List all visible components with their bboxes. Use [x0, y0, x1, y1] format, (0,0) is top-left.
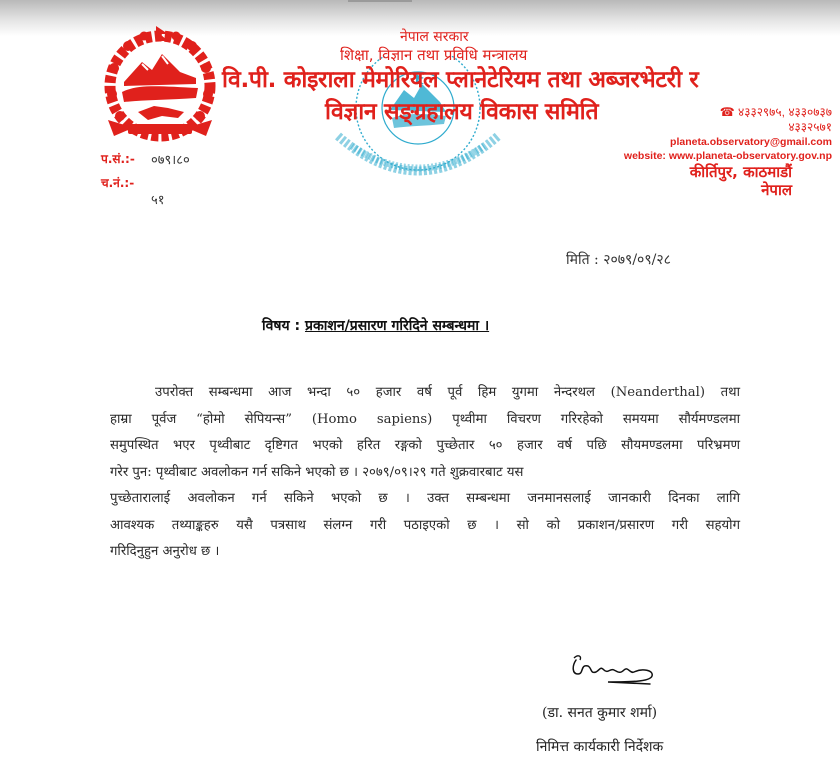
email-address[interactable]: planeta.observatory@gmail.com: [670, 136, 832, 148]
letter-number-value: ०७९।८०: [151, 153, 190, 168]
letter-number-label: प.सं.:-: [101, 152, 135, 166]
subject-label: विषय :: [262, 318, 301, 334]
body-line: उपरोक्त सम्बन्धमा आज भन्दा ५० हजार वर्ष पूर्व हिम युगमा नेन्दरथल (Neanderthal) तथा: [155, 385, 740, 400]
nepal-emblem-icon: [98, 24, 222, 148]
letter-date: मिति : २०७९/०९/२८: [566, 252, 671, 268]
website-link[interactable]: website: www.planeta-observatory.gov.np: [623, 150, 832, 162]
viewer-tab-handle: [348, 0, 412, 2]
dispatch-number-label: च.नं.:-: [101, 176, 135, 190]
body-line: हाम्रा पूर्वज “होमो सेपियन्स” (Homo sapiens) पृथ्वीमा विचरण गरिरहेको समयमा सौर्यमण्डलमा: [110, 411, 740, 427]
organization-name-line2: विज्ञान सङ्ग्रहालय विकास समिति: [325, 99, 599, 125]
government-name: नेपाल सरकार: [400, 29, 469, 45]
contact-block: [624, 105, 832, 163]
body-line: गरेर पुन: पृथ्वीबाट अवलोकन गर्न सकिने भएको छ । २०७९/०९।२९ गते शुक्रवारबाट यस: [110, 464, 524, 480]
organization-name-line1: वि.पी. कोइराला मेमोरियल प्लानेटेरियम तथा अब्जरभेटरी र: [222, 67, 699, 93]
ministry-name: शिक्षा, विज्ञान तथा प्रविधि मन्त्रालय: [340, 46, 528, 64]
subject-text: प्रकाशन/प्रसारण गरिदिने सम्बन्धमा ।: [304, 318, 490, 334]
handwritten-signature-icon: [568, 652, 658, 688]
location-city: कीर्तिपुर, काठमाडौं: [689, 163, 792, 181]
location-country: नेपाल: [761, 181, 792, 199]
phone-number-extra: ४३३२५७१: [788, 120, 832, 134]
signer-name: (डा. सनत कुमार शर्मा): [542, 705, 658, 721]
body-line: पुच्छेतारालाई अवलोकन गर्न सकिने भएको छ । उक्त सम्बन्धमा जनमानसलाई जानकारी दिनका लागि: [110, 491, 740, 506]
subject-line: [262, 316, 489, 335]
phone-numbers: ☎ ४३३२९७५, ४३३०७३७: [719, 105, 832, 119]
body-line: समुपस्थित भएर पृथ्वीबाट दृष्टिगत भएको हरित रङ्गको पुच्छेतार ५० हजार वर्ष पछि सौयमण्डलमा परिभ्रमण: [110, 438, 740, 453]
body-line: गरिदिनुहुन अनुरोध छ ।: [110, 544, 220, 559]
letter-body: [110, 380, 740, 566]
body-line: आवश्यक तथ्याङ्कहरु यसै पत्रसाथ संलग्न गरी पठाइएको छ । सो को प्रकाशन/प्रसारण गरी सहयोग: [110, 517, 740, 533]
signer-designation: निमित्त कार्यकारी निर्देशक: [536, 739, 664, 755]
dispatch-number-value: ५१: [151, 193, 165, 208]
